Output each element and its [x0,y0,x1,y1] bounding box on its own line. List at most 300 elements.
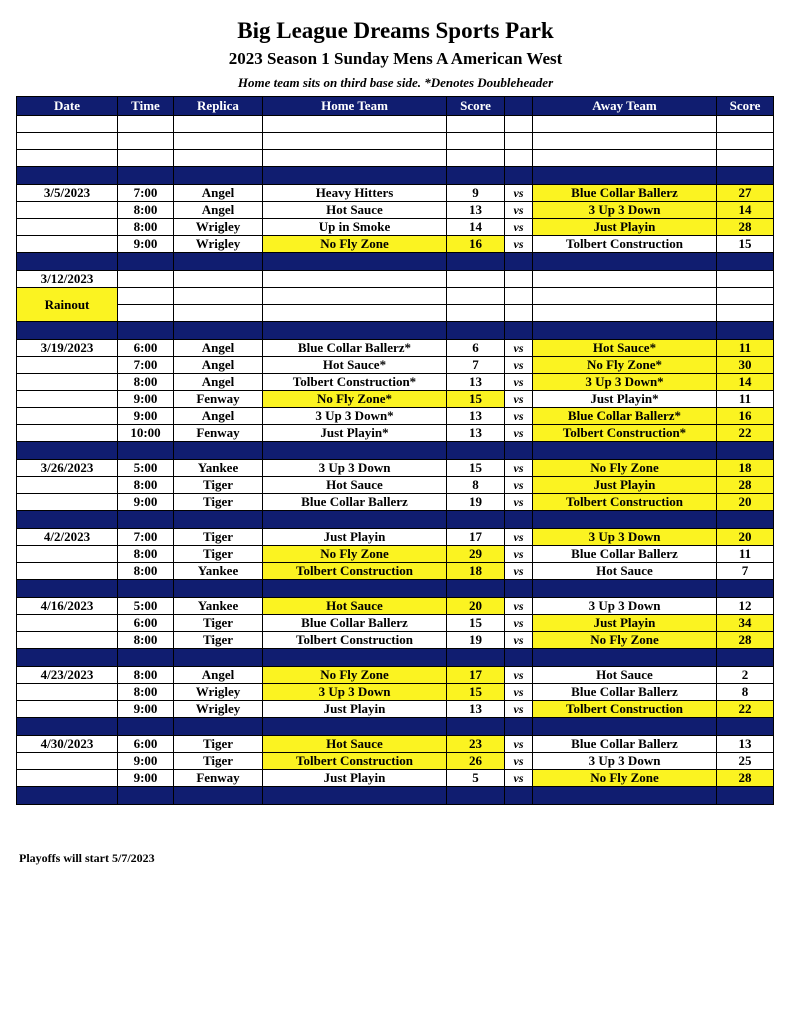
home-score-cell: 5 [447,770,505,787]
date-cell [17,753,118,770]
time-cell: 7:00 [118,529,174,546]
vs-cell: vs [505,236,533,253]
table-row [17,546,774,563]
separator-cell [505,787,533,805]
vs-cell: vs [505,632,533,649]
separator-cell [533,787,717,805]
away-score-cell: 20 [717,529,774,546]
date-cell [17,684,118,701]
empty-cell [174,116,263,133]
separator-cell [447,322,505,340]
date-cell [17,701,118,718]
replica-cell: Fenway [174,391,263,408]
separator-cell [118,511,174,529]
vs-cell: vs [505,408,533,425]
week-separator [17,649,774,667]
home-team-cell: No Fly Zone [263,667,447,684]
away-score-cell: 7 [717,563,774,580]
vs-cell: vs [505,374,533,391]
time-cell: 9:00 [118,753,174,770]
col-header-vs [505,97,533,116]
empty-cell [263,305,447,322]
replica-cell: Angel [174,374,263,391]
home-team-cell: 3 Up 3 Down [263,460,447,477]
date-cell: 3/26/2023 [17,460,118,477]
home-team-cell: Up in Smoke [263,219,447,236]
home-team-cell: Tolbert Construction [263,632,447,649]
date-cell [17,357,118,374]
home-score-cell: 15 [447,460,505,477]
home-team-cell: Just Playin [263,529,447,546]
time-cell: 8:00 [118,546,174,563]
table-row [17,460,774,477]
time-cell: 8:00 [118,374,174,391]
empty-cell [447,150,505,167]
time-cell: 5:00 [118,598,174,615]
empty-cell [118,133,174,150]
week-separator [17,322,774,340]
away-team-cell: 3 Up 3 Down [533,202,717,219]
page-subtitle: 2023 Season 1 Sunday Mens A American West [228,49,563,68]
home-score-cell: 16 [447,236,505,253]
away-score-cell: 11 [717,340,774,357]
date-cell [17,236,118,253]
away-score-cell: 13 [717,736,774,753]
separator-cell [447,649,505,667]
replica-cell: Tiger [174,753,263,770]
separator-cell [263,167,447,185]
away-team-cell: No Fly Zone [533,770,717,787]
date-cell: 4/23/2023 [17,667,118,684]
empty-cell [17,150,118,167]
week-separator [17,718,774,736]
vs-cell: vs [505,684,533,701]
home-score-cell: 19 [447,632,505,649]
time-cell: 9:00 [118,408,174,425]
replica-cell: Tiger [174,632,263,649]
replica-cell: Wrigley [174,684,263,701]
empty-cell [118,271,174,288]
col-header-home-score: Score [447,97,505,116]
home-team-cell: No Fly Zone* [263,391,447,408]
empty-cell [174,133,263,150]
vs-cell: vs [505,185,533,202]
vs-cell: vs [505,219,533,236]
replica-cell: Tiger [174,615,263,632]
week-separator [17,442,774,460]
empty-cell [263,271,447,288]
date-cell [17,494,118,511]
col-header-replica: Replica [174,97,263,116]
vs-cell: vs [505,357,533,374]
home-score-cell: 15 [447,684,505,701]
vs-cell: vs [505,563,533,580]
empty-cell [447,133,505,150]
home-team-cell: Blue Collar Ballerz* [263,340,447,357]
away-team-cell: Hot Sauce [533,667,717,684]
week-separator [17,511,774,529]
time-cell: 8:00 [118,202,174,219]
separator-cell [533,322,717,340]
empty-cell [717,150,774,167]
empty-cell [447,288,505,305]
empty-cell [505,271,533,288]
empty-cell [533,288,717,305]
header-row [17,97,774,116]
table-row [17,598,774,615]
separator-cell [118,580,174,598]
replica-cell: Angel [174,357,263,374]
replica-cell: Wrigley [174,219,263,236]
away-score-cell: 15 [717,236,774,253]
vs-cell: vs [505,494,533,511]
separator-cell [263,511,447,529]
away-score-cell: 28 [717,770,774,787]
away-score-cell: 22 [717,701,774,718]
separator-cell [717,649,774,667]
separator-cell [533,718,717,736]
separator-cell [118,253,174,271]
separator-cell [447,167,505,185]
separator-cell [447,787,505,805]
away-score-cell: 18 [717,460,774,477]
away-score-cell: 20 [717,494,774,511]
home-score-cell: 26 [447,753,505,770]
date-cell [17,219,118,236]
time-cell: 8:00 [118,563,174,580]
away-score-cell: 28 [717,477,774,494]
separator-cell [717,253,774,271]
empty-cell [263,116,447,133]
separator-cell [505,253,533,271]
home-team-cell: Hot Sauce [263,736,447,753]
away-score-cell: 28 [717,219,774,236]
away-team-cell: Hot Sauce [533,563,717,580]
table-row [17,701,774,718]
time-cell: 10:00 [118,425,174,442]
separator-cell [174,718,263,736]
replica-cell: Yankee [174,563,263,580]
date-cell [17,408,118,425]
separator-cell [447,253,505,271]
separator-cell [174,649,263,667]
week-separator [17,787,774,805]
separator-cell [533,511,717,529]
away-score-cell: 14 [717,202,774,219]
empty-cell [717,305,774,322]
separator-cell [505,718,533,736]
separator-cell [17,580,118,598]
empty-cell [263,288,447,305]
page-title: Big League Dreams Sports Park [237,18,554,43]
empty-cell [533,116,717,133]
separator-cell [174,253,263,271]
date-cell: 4/16/2023 [17,598,118,615]
col-header-home-team: Home Team [263,97,447,116]
home-score-cell: 9 [447,185,505,202]
separator-cell [17,787,118,805]
away-team-cell: Blue Collar Ballerz [533,185,717,202]
home-score-cell: 18 [447,563,505,580]
away-team-cell: Hot Sauce* [533,340,717,357]
table-row [17,236,774,253]
away-team-cell: No Fly Zone [533,632,717,649]
vs-cell: vs [505,736,533,753]
schedule-body [17,116,774,805]
home-score-cell: 7 [447,357,505,374]
date-cell: 4/2/2023 [17,529,118,546]
home-score-cell: 13 [447,202,505,219]
replica-cell: Yankee [174,598,263,615]
empty-cell [118,150,174,167]
empty-cell [174,305,263,322]
vs-cell: vs [505,477,533,494]
empty-cell [447,116,505,133]
away-score-cell: 2 [717,667,774,684]
table-row [17,684,774,701]
away-team-cell: Tolbert Construction [533,494,717,511]
vs-cell: vs [505,425,533,442]
away-team-cell: Just Playin* [533,391,717,408]
empty-cell [174,288,263,305]
separator-cell [533,580,717,598]
separator-cell [174,442,263,460]
replica-cell: Wrigley [174,701,263,718]
away-score-cell: 11 [717,546,774,563]
separator-cell [263,649,447,667]
home-score-cell: 6 [447,340,505,357]
vs-cell: vs [505,615,533,632]
table-row [17,770,774,787]
replica-cell: Tiger [174,736,263,753]
vs-cell: vs [505,598,533,615]
empty-cell [174,150,263,167]
empty-cell [505,116,533,133]
home-score-cell: 23 [447,736,505,753]
away-team-cell: Blue Collar Ballerz [533,546,717,563]
away-team-cell: Tolbert Construction [533,236,717,253]
separator-cell [505,511,533,529]
separator-cell [17,253,118,271]
date-cell [17,202,118,219]
away-team-cell: Just Playin [533,477,717,494]
time-cell: 8:00 [118,632,174,649]
empty-cell [263,133,447,150]
away-score-cell: 11 [717,391,774,408]
empty-cell [533,133,717,150]
separator-cell [263,580,447,598]
separator-cell [118,787,174,805]
col-header-away-team: Away Team [533,97,717,116]
separator-cell [118,167,174,185]
away-team-cell: No Fly Zone [533,460,717,477]
date-cell: 4/30/2023 [17,736,118,753]
vs-cell: vs [505,391,533,408]
time-cell: 9:00 [118,391,174,408]
separator-cell [263,322,447,340]
separator-cell [717,718,774,736]
blank-row [17,150,774,167]
separator-cell [17,718,118,736]
table-row [17,305,774,322]
table-row [17,219,774,236]
home-team-cell: Just Playin [263,770,447,787]
away-score-cell: 27 [717,185,774,202]
separator-cell [17,649,118,667]
vs-cell: vs [505,529,533,546]
replica-cell: Fenway [174,770,263,787]
separator-cell [174,167,263,185]
replica-cell: Angel [174,185,263,202]
table-row [17,477,774,494]
away-score-cell: 28 [717,632,774,649]
away-team-cell: Blue Collar Ballerz [533,684,717,701]
time-cell: 9:00 [118,494,174,511]
date-cell: 3/12/2023 [17,271,118,288]
away-score-cell: 8 [717,684,774,701]
time-cell: 9:00 [118,236,174,253]
replica-cell: Fenway [174,425,263,442]
table-row [17,408,774,425]
time-cell: 8:00 [118,667,174,684]
date-cell [17,391,118,408]
date-cell [17,632,118,649]
empty-cell [505,305,533,322]
vs-cell: vs [505,753,533,770]
away-score-cell: 16 [717,408,774,425]
away-score-cell: 12 [717,598,774,615]
separator-cell [447,718,505,736]
col-header-time: Time [118,97,174,116]
time-cell: 8:00 [118,684,174,701]
date-cell: 3/19/2023 [17,340,118,357]
separator-cell [505,167,533,185]
away-team-cell: Tolbert Construction [533,701,717,718]
empty-cell [118,116,174,133]
separator-cell [505,580,533,598]
table-row [17,425,774,442]
home-team-cell: 3 Up 3 Down [263,684,447,701]
blank-row [17,133,774,150]
separator-cell [505,322,533,340]
table-row [17,391,774,408]
week-separator [17,253,774,271]
away-team-cell: 3 Up 3 Down [533,753,717,770]
date-cell [17,615,118,632]
rainout-cell: Rainout [17,288,118,322]
table-row [17,374,774,391]
vs-cell: vs [505,770,533,787]
table-row [17,494,774,511]
empty-cell [505,288,533,305]
separator-cell [505,649,533,667]
time-cell: 7:00 [118,357,174,374]
home-score-cell: 17 [447,529,505,546]
vs-cell: vs [505,667,533,684]
home-score-cell: 29 [447,546,505,563]
replica-cell: Angel [174,667,263,684]
away-team-cell: 3 Up 3 Down [533,529,717,546]
table-row [17,615,774,632]
separator-cell [717,580,774,598]
page-note: Home team sits on third base side. *Denotes Doubleheader [237,75,554,90]
empty-cell [447,271,505,288]
separator-cell [174,322,263,340]
separator-cell [533,253,717,271]
home-team-cell: Tolbert Construction [263,563,447,580]
empty-cell [263,150,447,167]
date-cell: 3/5/2023 [17,185,118,202]
table-row [17,288,774,305]
home-score-cell: 15 [447,391,505,408]
home-team-cell: Hot Sauce* [263,357,447,374]
home-score-cell: 19 [447,494,505,511]
separator-cell [174,511,263,529]
replica-cell: Angel [174,408,263,425]
vs-cell: vs [505,460,533,477]
date-cell [17,770,118,787]
home-score-cell: 17 [447,667,505,684]
table-row [17,667,774,684]
empty-cell [717,271,774,288]
separator-cell [263,787,447,805]
separator-cell [118,649,174,667]
separator-cell [17,442,118,460]
away-team-cell: Just Playin [533,219,717,236]
time-cell: 6:00 [118,340,174,357]
week-separator [17,167,774,185]
home-team-cell: Just Playin [263,701,447,718]
table-row [17,529,774,546]
week-separator [17,580,774,598]
home-score-cell: 14 [447,219,505,236]
date-cell [17,563,118,580]
time-cell: 5:00 [118,460,174,477]
empty-cell [717,133,774,150]
home-team-cell: No Fly Zone [263,236,447,253]
empty-cell [533,271,717,288]
away-score-cell: 34 [717,615,774,632]
empty-cell [717,116,774,133]
replica-cell: Wrigley [174,236,263,253]
home-team-cell: Heavy Hitters [263,185,447,202]
empty-cell [505,150,533,167]
col-header-date: Date [17,97,118,116]
home-team-cell: Hot Sauce [263,598,447,615]
empty-cell [447,305,505,322]
table-row [17,185,774,202]
empty-cell [118,288,174,305]
separator-cell [533,442,717,460]
separator-cell [717,442,774,460]
separator-cell [717,322,774,340]
separator-cell [505,442,533,460]
date-cell [17,477,118,494]
away-team-cell: Tolbert Construction* [533,425,717,442]
schedule-table [16,96,774,805]
vs-cell: vs [505,701,533,718]
replica-cell: Tiger [174,546,263,563]
separator-cell [447,442,505,460]
date-cell [17,546,118,563]
separator-cell [174,787,263,805]
time-cell: 6:00 [118,615,174,632]
empty-cell [505,133,533,150]
table-row [17,753,774,770]
home-score-cell: 13 [447,408,505,425]
separator-cell [118,322,174,340]
home-team-cell: Tolbert Construction [263,753,447,770]
